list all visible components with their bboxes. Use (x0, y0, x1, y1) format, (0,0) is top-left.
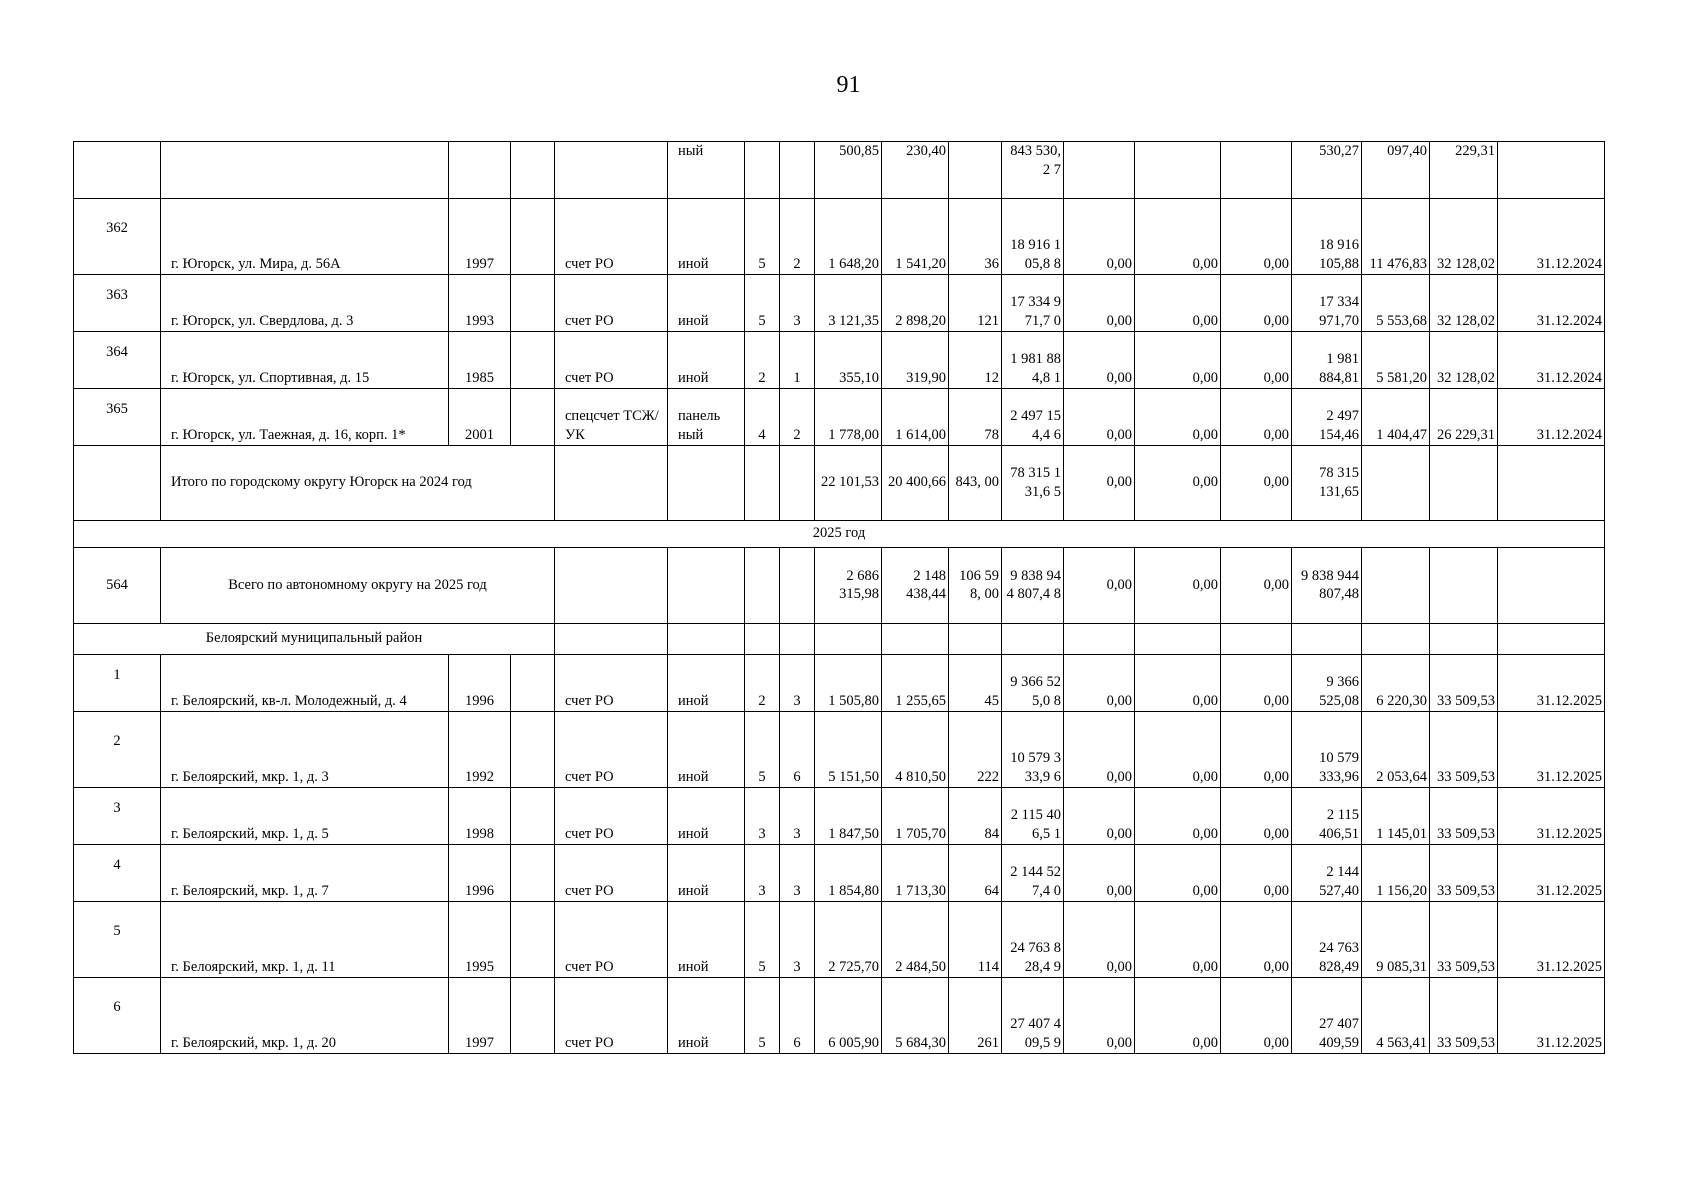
table-row (74, 655, 1605, 712)
residents-cell: 261 (949, 978, 1002, 1054)
entrances-cell: 3 (780, 275, 815, 332)
total-area-cell: 355,10 (815, 332, 882, 389)
table-row (74, 788, 1605, 845)
amount-cell: 0,00 (1221, 332, 1292, 389)
amount-cell: 0,00 (1064, 389, 1135, 446)
residents-cell: 45 (949, 655, 1002, 712)
funds-cell: 1 981 884,81 (1292, 332, 1362, 389)
entrances-cell: 3 (780, 788, 815, 845)
total-area-cell: 1 505,80 (815, 655, 882, 712)
residential-area-cell: 230,40 (882, 142, 949, 199)
residential-area-cell: 1 705,70 (882, 788, 949, 845)
amount-cell: 0,00 (1221, 712, 1292, 788)
empty-cell (1498, 446, 1605, 521)
cost-cell: 78 315 131,6 5 (1002, 446, 1064, 521)
amount-cell: 0,00 (1135, 389, 1221, 446)
amount-cell: 0,00 (1135, 548, 1221, 624)
amount-cell: 0,00 (1221, 655, 1292, 712)
residential-area-cell: 319,90 (882, 332, 949, 389)
entrances-cell: 3 (780, 902, 815, 978)
limit-cell: 229,31 (1430, 142, 1498, 199)
residential-area-cell: 20 400,66 (882, 446, 949, 521)
funds-cell: 2 497 154,46 (1292, 389, 1362, 446)
amount-cell: 0,00 (1064, 199, 1135, 275)
total-area-cell: 2 686 315,98 (815, 548, 882, 624)
entrances-cell: 3 (780, 845, 815, 902)
entrances-cell: 3 (780, 655, 815, 712)
empty-cell (555, 624, 668, 655)
year-header: 2025 год (74, 521, 1605, 548)
cost-per-m2-cell: 4 563,41 (1362, 978, 1430, 1054)
address-cell: г. Югорск, ул. Свердлова, д. 3 (161, 275, 449, 332)
completion-date-cell: 31.12.2024 (1498, 275, 1605, 332)
cost-cell: 24 763 828,4 9 (1002, 902, 1064, 978)
address-cell: г. Белоярский, мкр. 1, д. 11 (161, 902, 449, 978)
row-number-cell: 365 (74, 389, 161, 446)
funds-cell: 78 315 131,65 (1292, 446, 1362, 521)
completion-date-cell: 31.12.2024 (1498, 199, 1605, 275)
cost-cell: 18 916 105,8 8 (1002, 199, 1064, 275)
amount-cell: 0,00 (1135, 332, 1221, 389)
empty-cell (1430, 446, 1498, 521)
table-row (74, 389, 1605, 446)
residents-cell: 64 (949, 845, 1002, 902)
residential-area-cell: 4 810,50 (882, 712, 949, 788)
funds-cell: 9 366 525,08 (1292, 655, 1362, 712)
building-type-cell: иной (668, 712, 745, 788)
year-cell: 1996 (449, 845, 511, 902)
table-row-continued (74, 142, 1605, 199)
total-area-cell: 2 725,70 (815, 902, 882, 978)
amount-cell: 0,00 (1135, 655, 1221, 712)
completion-date-cell: 31.12.2025 (1498, 902, 1605, 978)
cost-per-m2-cell: 097,40 (1362, 142, 1430, 199)
address-cell: г. Югорск, ул. Мира, д. 56А (161, 199, 449, 275)
limit-cell: 32 128,02 (1430, 275, 1498, 332)
amount-cell: 0,00 (1221, 389, 1292, 446)
amount-cell: 0,00 (1064, 712, 1135, 788)
empty-cell (511, 845, 555, 902)
empty-cell (1430, 548, 1498, 624)
residential-area-cell: 1 614,00 (882, 389, 949, 446)
amount-cell: 0,00 (1064, 275, 1135, 332)
table-row (74, 978, 1605, 1054)
empty-cell (511, 712, 555, 788)
year-cell: 1997 (449, 978, 511, 1054)
cost-per-m2-cell: 5 581,20 (1362, 332, 1430, 389)
limit-cell: 33 509,53 (1430, 978, 1498, 1054)
funds-cell: 10 579 333,96 (1292, 712, 1362, 788)
empty-cell (745, 624, 780, 655)
floors-cell: 2 (745, 332, 780, 389)
amount-cell: 0,00 (1221, 548, 1292, 624)
grand-total-label: Всего по автономному округу на 2025 год (161, 548, 555, 624)
amount-cell: 0,00 (1135, 788, 1221, 845)
year-cell: 1996 (449, 655, 511, 712)
total-area-cell: 6 005,90 (815, 978, 882, 1054)
building-type-cell: иной (668, 902, 745, 978)
address-cell: г. Белоярский, мкр. 1, д. 20 (161, 978, 449, 1054)
address-cell: г. Белоярский, мкр. 1, д. 5 (161, 788, 449, 845)
funds-cell: 18 916 105,88 (1292, 199, 1362, 275)
address-cell: г. Белоярский, мкр. 1, д. 3 (161, 712, 449, 788)
amount-cell: 0,00 (1221, 199, 1292, 275)
empty-cell (1430, 624, 1498, 655)
cost-per-m2-cell: 9 085,31 (1362, 902, 1430, 978)
account-type-cell: счет РО (555, 845, 668, 902)
completion-date-cell: 31.12.2025 (1498, 655, 1605, 712)
floors-cell: 5 (745, 902, 780, 978)
empty-cell (1221, 624, 1292, 655)
cost-per-m2-cell: 5 553,68 (1362, 275, 1430, 332)
residents-cell: 106 598, 00 (949, 548, 1002, 624)
floors-cell: 5 (745, 712, 780, 788)
cost-per-m2-cell: 1 404,47 (1362, 389, 1430, 446)
account-type-cell: счет РО (555, 199, 668, 275)
account-type-cell: счет РО (555, 332, 668, 389)
completion-date-cell: 31.12.2024 (1498, 332, 1605, 389)
floors-cell: 4 (745, 389, 780, 446)
empty-cell (555, 446, 668, 521)
account-type-cell: счет РО (555, 655, 668, 712)
table-body (74, 142, 1605, 1054)
funds-cell: 17 334 971,70 (1292, 275, 1362, 332)
residents-cell: 36 (949, 199, 1002, 275)
empty-cell (511, 199, 555, 275)
limit-cell: 32 128,02 (1430, 199, 1498, 275)
cost-cell: 843 530,2 7 (1002, 142, 1064, 199)
empty-cell (511, 978, 555, 1054)
cost-per-m2-cell: 2 053,64 (1362, 712, 1430, 788)
empty-cell (74, 446, 161, 521)
empty-cell (511, 275, 555, 332)
year-header-row (74, 521, 1605, 548)
amount-cell: 0,00 (1221, 845, 1292, 902)
floors-cell: 3 (745, 788, 780, 845)
amount-cell: 0,00 (1135, 902, 1221, 978)
amount-cell: 0,00 (1135, 712, 1221, 788)
empty-cell (780, 548, 815, 624)
subtotal-row (74, 446, 1605, 521)
funds-cell: 27 407 409,59 (1292, 978, 1362, 1054)
cost-cell: 2 144 527,4 0 (1002, 845, 1064, 902)
building-type-cell: иной (668, 845, 745, 902)
completion-date-cell: 31.12.2025 (1498, 845, 1605, 902)
amount-cell: 0,00 (1221, 788, 1292, 845)
building-type-cell: иной (668, 199, 745, 275)
empty-cell (780, 624, 815, 655)
empty-cell (1498, 548, 1605, 624)
cost-cell: 1 981 884,8 1 (1002, 332, 1064, 389)
cost-per-m2-cell: 11 476,83 (1362, 199, 1430, 275)
amount-cell: 0,00 (1135, 978, 1221, 1054)
year-cell: 1993 (449, 275, 511, 332)
floors-cell: 5 (745, 978, 780, 1054)
empty-cell (882, 624, 949, 655)
cost-per-m2-cell: 6 220,30 (1362, 655, 1430, 712)
year-cell: 1985 (449, 332, 511, 389)
empty-cell (511, 389, 555, 446)
cost-per-m2-cell: 1 145,01 (1362, 788, 1430, 845)
empty-cell (668, 446, 745, 521)
account-type-cell: счет РО (555, 275, 668, 332)
building-type-cell: иной (668, 655, 745, 712)
total-area-cell: 5 151,50 (815, 712, 882, 788)
completion-date-cell: 31.12.2025 (1498, 712, 1605, 788)
residential-area-cell: 1 713,30 (882, 845, 949, 902)
empty-cell (1064, 624, 1135, 655)
entrances-cell: 6 (780, 978, 815, 1054)
empty-cell (1498, 624, 1605, 655)
entrances-cell: 2 (780, 199, 815, 275)
building-type-cell: ный (668, 142, 745, 199)
amount-cell: 0,00 (1135, 275, 1221, 332)
account-type-cell: счет РО (555, 978, 668, 1054)
empty-cell (1292, 624, 1362, 655)
account-type-cell: спецсчет ТСЖ/УК (555, 389, 668, 446)
limit-cell: 26 229,31 (1430, 389, 1498, 446)
year-cell: 1992 (449, 712, 511, 788)
completion-date-cell: 31.12.2024 (1498, 389, 1605, 446)
amount-cell: 0,00 (1221, 978, 1292, 1054)
amount-cell: 0,00 (1064, 655, 1135, 712)
amount-cell: 0,00 (1135, 845, 1221, 902)
district-row (74, 624, 1605, 655)
funds-cell: 2 144 527,40 (1292, 845, 1362, 902)
empty-cell (780, 446, 815, 521)
building-type-cell: иной (668, 275, 745, 332)
building-type-cell: иной (668, 788, 745, 845)
empty-cell (949, 624, 1002, 655)
residential-area-cell: 1 541,20 (882, 199, 949, 275)
entrances-cell: 2 (780, 389, 815, 446)
residents-cell: 84 (949, 788, 1002, 845)
total-area-cell: 22 101,53 (815, 446, 882, 521)
limit-cell: 33 509,53 (1430, 845, 1498, 902)
district-name: Белоярский муниципальный район (74, 624, 555, 655)
residents-cell: 843, 00 (949, 446, 1002, 521)
amount-cell: 0,00 (1064, 446, 1135, 521)
funds-cell: 2 115 406,51 (1292, 788, 1362, 845)
account-type-cell: счет РО (555, 788, 668, 845)
housing-repair-table (73, 141, 1605, 1054)
funds-cell: 24 763 828,49 (1292, 902, 1362, 978)
year-cell: 1998 (449, 788, 511, 845)
empty-cell (511, 788, 555, 845)
table-row (74, 332, 1605, 389)
floors-cell: 3 (745, 845, 780, 902)
completion-date-cell: 31.12.2025 (1498, 788, 1605, 845)
amount-cell: 0,00 (1135, 446, 1221, 521)
residential-area-cell: 2 898,20 (882, 275, 949, 332)
grand-total-row (74, 548, 1605, 624)
residential-area-cell: 2 484,50 (882, 902, 949, 978)
total-area-cell: 500,85 (815, 142, 882, 199)
amount-cell: 0,00 (1064, 332, 1135, 389)
residents-cell: 121 (949, 275, 1002, 332)
row-number-cell: 1 (74, 655, 161, 712)
row-number-cell: 362 (74, 199, 161, 275)
amount-cell: 0,00 (1221, 446, 1292, 521)
empty-cell (745, 446, 780, 521)
total-area-cell: 1 778,00 (815, 389, 882, 446)
total-area-cell: 1 847,50 (815, 788, 882, 845)
amount-cell: 0,00 (1064, 902, 1135, 978)
amount-cell: 0,00 (1064, 788, 1135, 845)
table-row (74, 199, 1605, 275)
amount-cell: 0,00 (1135, 199, 1221, 275)
building-type-cell: иной (668, 332, 745, 389)
row-number-cell: 2 (74, 712, 161, 788)
entrances-cell: 1 (780, 332, 815, 389)
amount-cell: 0,00 (1221, 902, 1292, 978)
row-number-cell: 3 (74, 788, 161, 845)
empty-cell (1362, 548, 1430, 624)
year-cell: 1995 (449, 902, 511, 978)
row-number-cell: 4 (74, 845, 161, 902)
page-number: 91 (836, 72, 861, 98)
empty-cell (815, 624, 882, 655)
amount-cell: 0,00 (1221, 275, 1292, 332)
total-area-cell: 3 121,35 (815, 275, 882, 332)
subtotal-label: Итого по городскому округу Югорск на 2024 год (161, 446, 555, 521)
table-row (74, 712, 1605, 788)
total-area-cell: 1 648,20 (815, 199, 882, 275)
address-cell: г. Югорск, ул. Спортивная, д. 15 (161, 332, 449, 389)
residents-cell: 222 (949, 712, 1002, 788)
empty-cell (1135, 624, 1221, 655)
row-number-cell: 5 (74, 902, 161, 978)
funds-cell: 530,27 (1292, 142, 1362, 199)
row-number-cell: 363 (74, 275, 161, 332)
cost-cell: 2 115 406,5 1 (1002, 788, 1064, 845)
cost-cell: 9 838 944 807,4 8 (1002, 548, 1064, 624)
entrances-cell: 6 (780, 712, 815, 788)
row-number-cell: 564 (74, 548, 161, 624)
residential-area-cell: 2 148 438,44 (882, 548, 949, 624)
year-cell: 1997 (449, 199, 511, 275)
cost-cell: 9 366 525,0 8 (1002, 655, 1064, 712)
table-row (74, 902, 1605, 978)
amount-cell: 0,00 (1064, 978, 1135, 1054)
empty-cell (1362, 624, 1430, 655)
residential-area-cell: 1 255,65 (882, 655, 949, 712)
empty-cell (668, 548, 745, 624)
address-cell: г. Югорск, ул. Таежная, д. 16, корп. 1* (161, 389, 449, 446)
table-row (74, 845, 1605, 902)
amount-cell: 0,00 (1064, 548, 1135, 624)
floors-cell: 2 (745, 655, 780, 712)
cost-cell: 27 407 409,5 9 (1002, 978, 1064, 1054)
cost-cell: 2 497 154,4 6 (1002, 389, 1064, 446)
year-cell: 2001 (449, 389, 511, 446)
residential-area-cell: 5 684,30 (882, 978, 949, 1054)
cost-cell: 17 334 971,7 0 (1002, 275, 1064, 332)
empty-cell (511, 902, 555, 978)
table-row (74, 275, 1605, 332)
empty-cell (1002, 624, 1064, 655)
total-area-cell: 1 854,80 (815, 845, 882, 902)
residents-cell: 78 (949, 389, 1002, 446)
empty-cell (555, 548, 668, 624)
residents-cell: 114 (949, 902, 1002, 978)
empty-cell (511, 332, 555, 389)
limit-cell: 32 128,02 (1430, 332, 1498, 389)
cost-cell: 10 579 333,9 6 (1002, 712, 1064, 788)
limit-cell: 33 509,53 (1430, 655, 1498, 712)
account-type-cell: счет РО (555, 902, 668, 978)
floors-cell: 5 (745, 275, 780, 332)
limit-cell: 33 509,53 (1430, 902, 1498, 978)
account-type-cell: счет РО (555, 712, 668, 788)
empty-cell (511, 655, 555, 712)
empty-cell (745, 548, 780, 624)
address-cell: г. Белоярский, кв-л. Молодежный, д. 4 (161, 655, 449, 712)
amount-cell: 0,00 (1064, 845, 1135, 902)
floors-cell: 5 (745, 199, 780, 275)
empty-cell (668, 624, 745, 655)
residents-cell: 12 (949, 332, 1002, 389)
completion-date-cell: 31.12.2025 (1498, 978, 1605, 1054)
funds-cell: 9 838 944 807,48 (1292, 548, 1362, 624)
empty-cell (1362, 446, 1430, 521)
cost-per-m2-cell: 1 156,20 (1362, 845, 1430, 902)
row-number-cell: 364 (74, 332, 161, 389)
building-type-cell: панель ный (668, 389, 745, 446)
building-type-cell: иной (668, 978, 745, 1054)
limit-cell: 33 509,53 (1430, 788, 1498, 845)
address-cell: г. Белоярский, мкр. 1, д. 7 (161, 845, 449, 902)
row-number-cell: 6 (74, 978, 161, 1054)
limit-cell: 33 509,53 (1430, 712, 1498, 788)
